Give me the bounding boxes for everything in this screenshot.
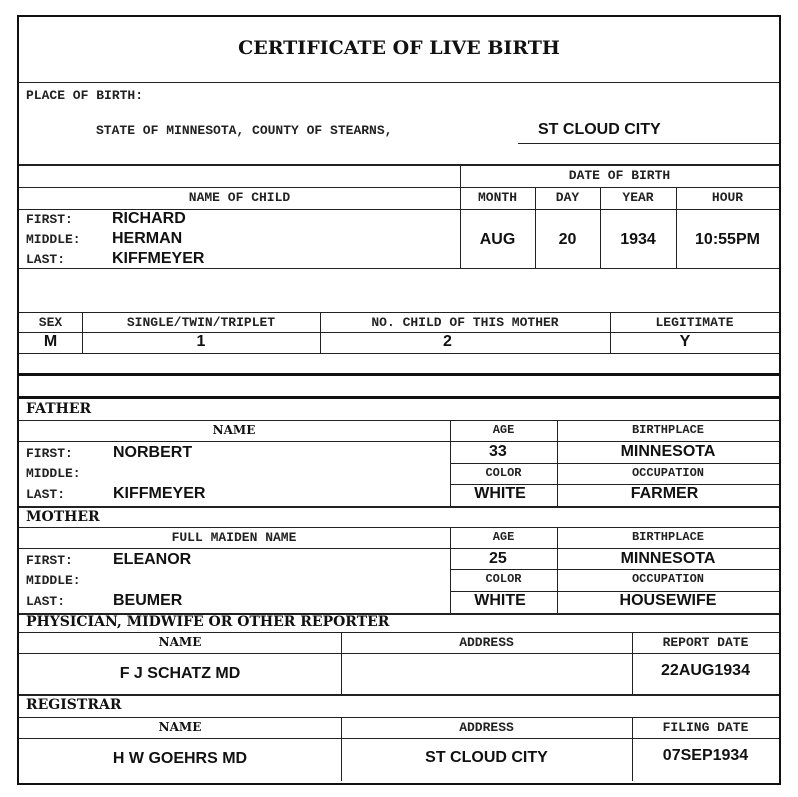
mother-birthplace: MINNESOTA (620, 550, 716, 567)
divider (19, 82, 779, 83)
plurality-label: SINGLE/TWIN/TRIPLET (126, 315, 276, 330)
divider (19, 420, 779, 421)
divider (19, 632, 779, 633)
birth-year: 1934 (620, 231, 656, 248)
mother-age: 25 (489, 550, 507, 567)
place-of-birth-label: PLACE OF BIRTH: (26, 88, 144, 103)
child-number-label: NO. CHILD OF THIS MOTHER (371, 315, 559, 330)
birth-month: AUG (479, 231, 516, 248)
report-date-label: REPORT DATE (662, 635, 749, 650)
filing-date-label: FILING DATE (662, 720, 749, 735)
city-underline (518, 143, 779, 144)
mother-section-title: MOTHER (26, 509, 100, 525)
day-label: DAY (555, 190, 580, 205)
child-middle-label: MIDDLE: (26, 232, 81, 247)
father-age-label: AGE (492, 423, 515, 437)
registrar-section-title: REGISTRAR (26, 697, 122, 713)
child-first-name: RICHARD (112, 210, 186, 227)
child-last-name: KIFFMEYER (112, 250, 205, 267)
divider (19, 506, 779, 508)
child-first-label: FIRST: (26, 212, 73, 227)
mother-occupation: HOUSEWIFE (619, 592, 717, 609)
state-county-text: STATE OF MINNESOTA, COUNTY OF STEARNS, (96, 123, 393, 138)
divider (19, 353, 779, 354)
divider (19, 694, 779, 696)
thick-divider (19, 373, 779, 376)
mother-middle-label: MIDDLE: (26, 573, 81, 588)
child-name-header: NAME OF CHILD (188, 190, 291, 205)
father-color: WHITE (474, 485, 526, 502)
divider (19, 268, 779, 269)
father-middle-label: MIDDLE: (26, 466, 81, 481)
registrar-name-label: NAME (158, 720, 202, 734)
report-date: 22AUG1934 (661, 662, 750, 679)
filing-date: 07SEP1934 (662, 747, 749, 764)
father-last-label: LAST: (26, 487, 66, 502)
father-section-title: FATHER (26, 401, 92, 417)
plurality-value: 1 (196, 333, 206, 350)
father-name-header: NAME (212, 423, 256, 437)
mother-color: WHITE (474, 592, 526, 609)
divider (19, 187, 779, 188)
father-occupation: FARMER (630, 485, 699, 502)
thick-divider (19, 396, 779, 399)
divider (19, 312, 779, 313)
father-occupation-label: OCCUPATION (631, 466, 704, 480)
birth-hour: 10:55PM (695, 231, 760, 248)
month-label: MONTH (477, 190, 517, 205)
registrar-name: H W GOEHRS MD (112, 750, 248, 767)
physician-name: F J SCHATZ MD (119, 665, 241, 682)
child-number-value: 2 (443, 333, 452, 350)
mother-name-header: FULL MAIDEN NAME (171, 530, 297, 545)
physician-address-label: ADDRESS (459, 635, 514, 650)
certificate-title: CERTIFICATE OF LIVE BIRTH (238, 37, 560, 59)
sex-label: SEX (38, 315, 63, 330)
father-age: 33 (489, 443, 507, 460)
child-last-label: LAST: (26, 252, 66, 267)
divider (19, 164, 779, 166)
physician-section-title: PHYSICIAN, MIDWIFE OR OTHER REPORTER (26, 614, 390, 630)
divider (19, 653, 779, 654)
physician-name-label: NAME (158, 635, 202, 649)
legitimate-label: LEGITIMATE (655, 315, 734, 330)
mother-occupation-label: OCCUPATION (631, 572, 704, 586)
divider (19, 548, 779, 549)
mother-last-name: BEUMER (113, 592, 183, 609)
father-color-label: COLOR (485, 466, 522, 480)
registrar-address-label: ADDRESS (459, 720, 514, 735)
divider (19, 527, 779, 528)
father-birthplace-label: BIRTHPLACE (631, 423, 704, 437)
dob-header: DATE OF BIRTH (568, 168, 671, 183)
legitimate-value: Y (679, 333, 691, 350)
father-birthplace: MINNESOTA (620, 443, 716, 460)
child-middle-name: HERMAN (112, 230, 183, 247)
father-last-name: KIFFMEYER (113, 485, 206, 502)
mother-first-label: FIRST: (26, 553, 73, 568)
father-first-label: FIRST: (26, 446, 73, 461)
divider (450, 569, 779, 570)
mother-color-label: COLOR (485, 572, 522, 586)
mother-birthplace-label: BIRTHPLACE (631, 530, 704, 544)
divider (19, 738, 779, 739)
hour-label: HOUR (711, 190, 744, 205)
father-first-name: NORBERT (113, 444, 193, 461)
birth-day: 20 (558, 231, 577, 248)
birth-city: ST CLOUD CITY (538, 121, 661, 138)
divider (19, 717, 779, 718)
mother-last-label: LAST: (26, 594, 66, 609)
sex-value: M (43, 333, 58, 350)
mother-age-label: AGE (492, 530, 515, 544)
year-label: YEAR (622, 190, 654, 205)
registrar-address: ST CLOUD CITY (425, 749, 548, 766)
mother-first-name: ELEANOR (113, 551, 192, 568)
divider (19, 441, 779, 442)
divider (450, 463, 779, 464)
